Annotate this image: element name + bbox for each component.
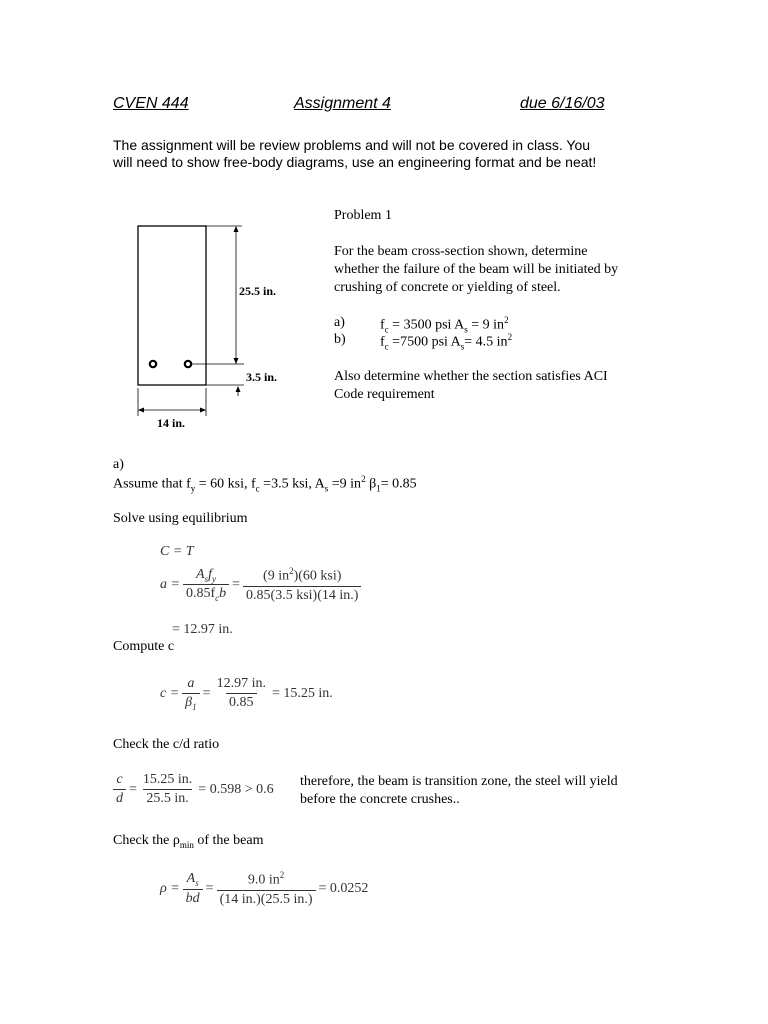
height-label: 25.5 in. bbox=[239, 284, 277, 298]
cover-label: 3.5 in. bbox=[246, 370, 278, 384]
width-label: 14 in. bbox=[157, 416, 186, 430]
therefore-line-2: before the concrete crushes.. bbox=[300, 792, 460, 807]
check-cd-text: Check the c/d ratio bbox=[113, 737, 220, 752]
equation-rho: ρ = $\frac{A_s}{bd}$ = $\frac{9.0 in^2}{(14 in.)(25.5 in.)}$ = 0.0252 bbox=[160, 870, 369, 907]
course-code: CVEN 444 bbox=[113, 95, 189, 112]
equation-cd: $\frac{c}{d}$ = $\frac{15.25 in.}{25.5 in.}$ = 0.598 > 0.6 bbox=[113, 772, 274, 807]
case-b-label: b) bbox=[334, 332, 346, 347]
problem-title: Problem 1 bbox=[334, 208, 392, 223]
intro-line-2: will need to show free-body diagrams, use an engineering format and be neat! bbox=[113, 154, 597, 170]
solve-equilibrium-text: Solve using equilibrium bbox=[113, 511, 248, 526]
check-rho-text: Check the $\rho_{min}$ of the beam bbox=[113, 833, 264, 850]
equation-c-equals-t: C = T bbox=[160, 544, 194, 559]
intro-line-1: The assignment will be review problems and will not be covered in class. You bbox=[113, 137, 591, 153]
equation-a-result: = 12.97 in. bbox=[172, 622, 233, 637]
intro-paragraph bbox=[113, 137, 673, 171]
case-b-values: $f_c =7500$ psi $A_s= 4.5$ $in^2$ bbox=[380, 332, 513, 352]
problem-desc-1: For the beam cross-section shown, determine bbox=[334, 244, 588, 259]
assumption-line: Assume that $f_y = 60$ ksi, $f_c =3.5$ ksi, $A_s =9$ $in^2$ $\beta_1= 0.85$ bbox=[113, 474, 417, 494]
assignment-title: Assignment 4 bbox=[294, 95, 391, 112]
rebar-left bbox=[150, 361, 156, 367]
therefore-line-1: therefore, the beam is transition zone, the steel will yield bbox=[300, 774, 618, 789]
rebar-right bbox=[185, 361, 191, 367]
due-date: due 6/16/03 bbox=[520, 95, 605, 112]
beam-cross-section-figure bbox=[130, 220, 300, 435]
problem-desc-2: whether the failure of the beam will be initiated by bbox=[334, 262, 619, 277]
beam-outline bbox=[138, 226, 206, 385]
compute-c-text: Compute c bbox=[113, 639, 175, 654]
problem-also-2: Code requirement bbox=[334, 387, 435, 402]
problem-desc-3: crushing of concrete or yielding of steel. bbox=[334, 280, 561, 295]
solution-part-label: a) bbox=[113, 457, 124, 472]
problem-also-1: Also determine whether the section satisfies ACI bbox=[334, 369, 608, 384]
equation-c: c = $\frac{a}{\beta_1}$ = $\frac{12.97 in.}{0.85}$ = 15.25 in. bbox=[160, 676, 333, 712]
equation-a: a = $\frac{A_sf_y}{0.85f_cb}$ = $\frac{(9 in^2)(60 ksi)}{\text{0.85(3.5 ksi)(14 in.)}}$ bbox=[160, 566, 364, 604]
case-a-values: $f_c = 3500$ psi $A_s = 9$ $in^2$ bbox=[380, 315, 509, 335]
case-a-label: a) bbox=[334, 315, 345, 330]
